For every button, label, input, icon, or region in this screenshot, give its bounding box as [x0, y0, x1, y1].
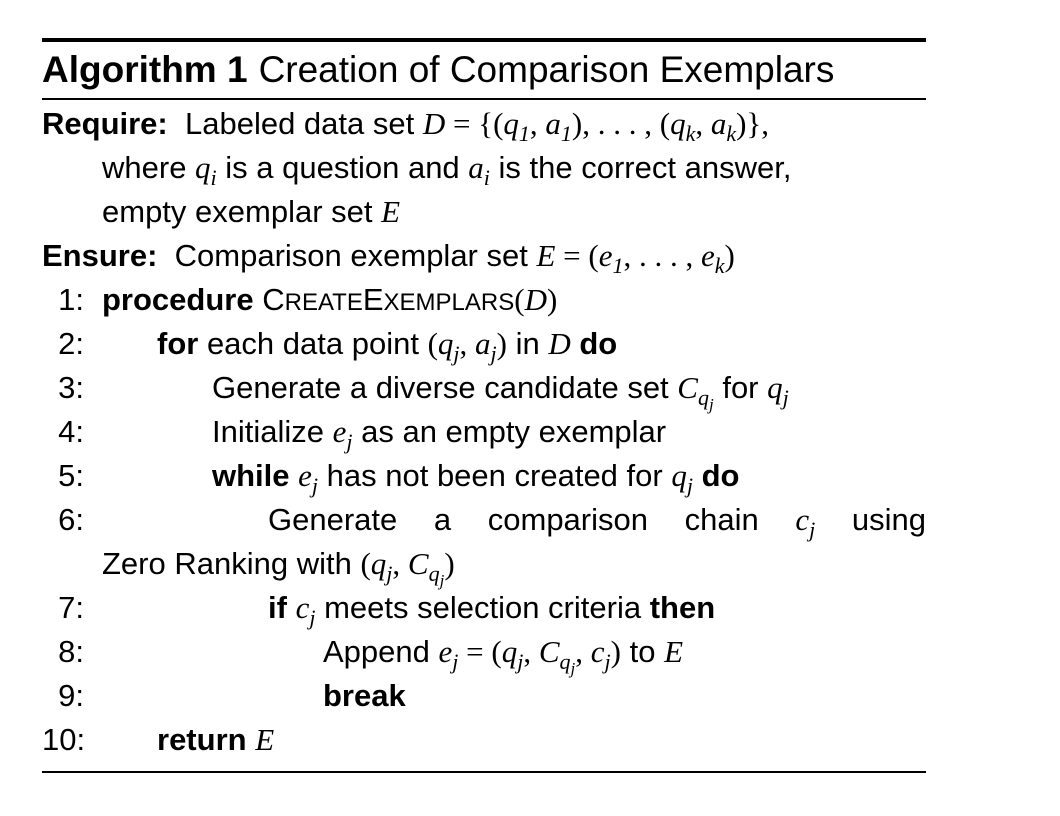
- text-segment: each data point: [198, 326, 428, 361]
- algorithm-line-13: [42, 630, 926, 678]
- algorithm-line-8: [42, 410, 926, 454]
- text-segment: q: [195, 150, 211, 185]
- line-content: [102, 542, 455, 590]
- text-segment: break: [323, 678, 406, 713]
- text-segment: q: [670, 106, 686, 141]
- text-segment: ,: [529, 106, 546, 141]
- text-segment: q: [501, 634, 518, 669]
- text-segment: k: [726, 121, 737, 146]
- text-segment: Ensure:: [42, 238, 158, 273]
- text-segment: (: [514, 282, 525, 317]
- text-segment: j: [517, 649, 524, 674]
- line-content: [102, 278, 557, 325]
- line-content: [157, 322, 617, 366]
- line-number: 5:: [58, 458, 84, 493]
- algorithm-line-2: [42, 146, 926, 190]
- text-segment: Append: [323, 634, 439, 669]
- text-segment: j: [570, 659, 576, 678]
- algorithm-line-14: [42, 674, 926, 718]
- text-segment: then: [649, 590, 716, 625]
- text-segment: a: [468, 150, 484, 185]
- text-segment: E: [362, 282, 384, 317]
- text-segment: for: [713, 370, 768, 405]
- text-segment: (: [360, 546, 371, 581]
- line-content: [212, 366, 789, 414]
- text-segment: k: [714, 253, 725, 278]
- text-segment: j: [309, 605, 316, 630]
- text-segment: j: [490, 341, 497, 366]
- text-segment: a: [545, 106, 561, 141]
- text-segment: Require:: [42, 106, 168, 141]
- text-segment: D: [422, 106, 446, 141]
- text-segment: Comparison exemplar set: [157, 238, 537, 273]
- text-segment: meets selection criteria: [315, 590, 650, 625]
- text-segment: 1: [560, 121, 572, 146]
- text-segment: i: [483, 165, 490, 190]
- text-segment: E: [664, 634, 683, 669]
- text-segment: j: [452, 649, 459, 674]
- algorithm-title: Creation of Comparison Exemplars: [258, 49, 835, 90]
- text-segment: where: [102, 150, 196, 185]
- line-number: 3:: [58, 370, 84, 405]
- text-segment: q: [697, 385, 709, 410]
- text-segment: i: [210, 165, 217, 190]
- text-segment: e: [700, 238, 715, 273]
- text-segment: empty exemplar set: [102, 194, 382, 229]
- text-segment: q: [559, 649, 571, 674]
- text-segment: e: [598, 238, 613, 273]
- text-segment: ): [724, 238, 735, 273]
- text-segment: j: [439, 571, 445, 590]
- line-content: [102, 146, 791, 190]
- text-segment: ,: [523, 634, 539, 669]
- text-segment: has not been created for: [318, 458, 672, 493]
- line-content: [323, 674, 406, 718]
- text-segment: j: [386, 561, 393, 586]
- line-number: 10:: [42, 722, 86, 757]
- text-segment: j: [604, 649, 611, 674]
- line-number: 8:: [58, 634, 84, 669]
- algorithm-line-4: [42, 234, 926, 278]
- algorithm-body: [42, 100, 926, 762]
- text-segment: procedure: [102, 282, 263, 317]
- text-segment: q: [671, 458, 687, 493]
- text-segment: C: [538, 634, 560, 669]
- line-content: [102, 190, 400, 234]
- text-segment: k: [685, 121, 696, 146]
- algorithm-line-12: [42, 586, 926, 630]
- algorithm-line-7: [42, 366, 926, 414]
- text-segment: is a question and: [216, 150, 469, 185]
- text-segment: c: [295, 590, 310, 625]
- text-segment: ), . . . , (: [571, 106, 671, 141]
- text-segment: ,: [695, 106, 711, 141]
- line-content: [42, 102, 769, 146]
- text-segment: D: [524, 282, 547, 317]
- line-content: [268, 586, 715, 630]
- text-segment: j: [346, 429, 353, 454]
- text-segment: c: [590, 634, 605, 669]
- text-segment: 1: [612, 253, 624, 278]
- algorithm-line-15: [42, 718, 926, 762]
- text-segment: j: [708, 395, 714, 414]
- text-segment: C: [677, 370, 698, 405]
- text-segment: D: [548, 326, 571, 361]
- text-segment: Generate a diverse candidate set: [212, 370, 678, 405]
- algorithm-line-5: [42, 278, 926, 322]
- line-content: [157, 718, 274, 762]
- text-segment: q: [370, 546, 387, 581]
- text-segment: Initialize: [212, 414, 333, 449]
- line-number: 6:: [58, 502, 84, 537]
- text-segment: return: [157, 722, 256, 757]
- line-content: [212, 454, 739, 498]
- bottom-rule: [42, 771, 926, 773]
- text-segment: ): [444, 546, 455, 581]
- text-segment: j: [782, 385, 789, 410]
- line-content: [212, 410, 666, 454]
- text-segment: C: [407, 546, 429, 581]
- text-segment: q: [437, 326, 454, 361]
- line-number: 4:: [58, 414, 84, 449]
- line-content: [323, 630, 683, 678]
- line-number: 7:: [58, 590, 84, 625]
- algorithm-line-3: [42, 190, 926, 234]
- text-segment: do: [701, 458, 740, 493]
- text-segment: e: [438, 634, 453, 669]
- algorithm-line-6: [42, 322, 926, 366]
- text-segment: E: [381, 194, 401, 229]
- text-segment: = {(: [445, 106, 504, 141]
- text-segment: as an empty exemplar: [352, 414, 667, 449]
- text-segment: to: [620, 634, 665, 669]
- text-segment: j: [311, 473, 319, 498]
- algorithm-line-1: [42, 102, 926, 146]
- text-segment: a: [475, 326, 491, 361]
- line-number: 9:: [58, 678, 84, 713]
- text-segment: XEMPLARS: [383, 289, 515, 316]
- line-content: [42, 234, 735, 278]
- text-segment: using: [815, 502, 926, 537]
- text-segment: ,: [392, 546, 408, 581]
- text-segment: = (: [555, 238, 599, 273]
- text-segment: , . . . ,: [623, 238, 701, 273]
- text-segment: a: [710, 106, 727, 141]
- text-segment: if: [268, 590, 296, 625]
- text-segment: e: [298, 458, 312, 493]
- algorithm-line-9: [42, 454, 926, 498]
- text-segment: j: [809, 517, 816, 542]
- text-segment: q: [503, 106, 519, 141]
- text-segment: 1: [518, 121, 530, 146]
- text-segment: E: [255, 722, 275, 757]
- text-segment: (: [427, 326, 438, 361]
- text-segment: j: [453, 341, 460, 366]
- algorithm-block: [42, 38, 926, 773]
- text-segment: [693, 458, 702, 493]
- line-content: [268, 498, 926, 542]
- text-segment: ): [610, 634, 621, 669]
- text-segment: j: [686, 473, 693, 498]
- line-number: 1:: [58, 282, 84, 317]
- text-segment: ,: [459, 326, 476, 361]
- text-segment: Zero Ranking with: [102, 546, 361, 581]
- text-segment: REATE: [284, 289, 363, 316]
- text-segment: = (: [458, 634, 502, 669]
- text-segment: is the correct answer,: [489, 150, 792, 185]
- line-number: 2:: [58, 326, 84, 361]
- text-segment: E: [536, 238, 556, 273]
- algorithm-line-10: [42, 498, 926, 542]
- text-segment: q: [767, 370, 783, 405]
- algorithm-title-bar: [42, 42, 926, 98]
- text-segment: in: [506, 326, 549, 361]
- algorithm-label: Algorithm 1: [42, 49, 248, 90]
- text-segment: Labeled data set: [167, 106, 423, 141]
- text-segment: )},: [736, 106, 770, 141]
- text-segment: for: [157, 326, 199, 361]
- text-segment: while: [212, 458, 299, 493]
- text-segment: ): [546, 282, 558, 317]
- text-segment: c: [795, 502, 810, 537]
- text-segment: ): [496, 326, 507, 361]
- text-segment: C: [262, 282, 285, 317]
- text-segment: ,: [575, 634, 591, 669]
- text-segment: e: [332, 414, 347, 449]
- text-segment: do: [579, 326, 618, 361]
- text-segment: q: [428, 561, 440, 586]
- text-segment: Generate a comparison chain: [268, 502, 796, 537]
- algorithm-line-11: [42, 542, 926, 590]
